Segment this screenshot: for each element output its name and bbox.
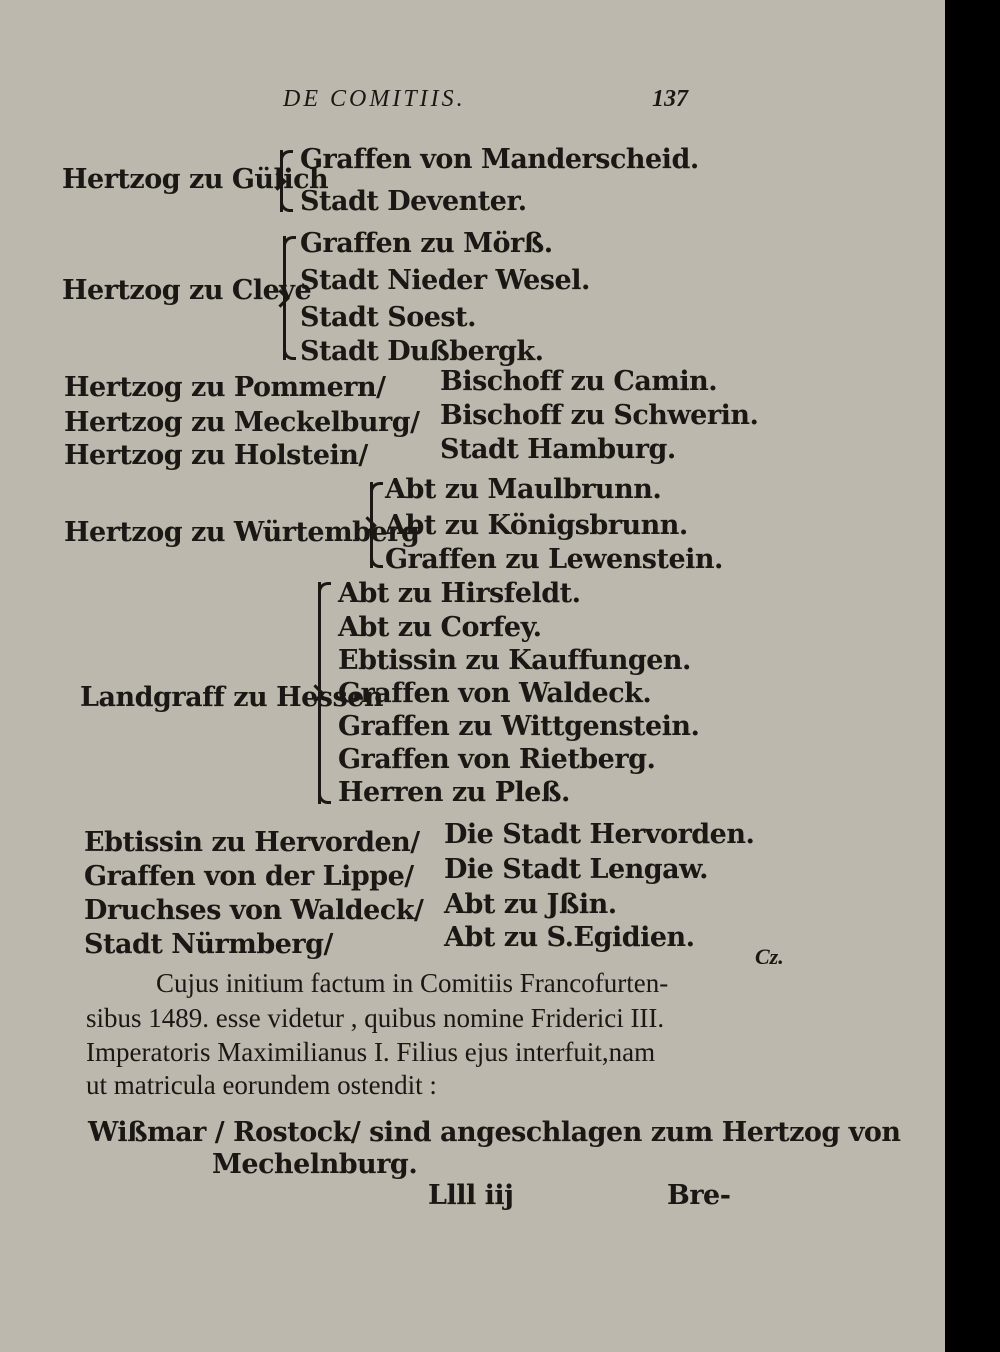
catchword: Bre-: [667, 1180, 731, 1211]
closing-line: Mechelnburg.: [212, 1149, 418, 1180]
margin-note: Cz.: [755, 944, 784, 969]
right-entry: Die Stadt Hervorden.: [444, 819, 755, 850]
paragraph-line: sibus 1489. esse videtur , quibus nomine Friderici III.: [86, 1003, 665, 1033]
member-entry: Graffen von Waldeck.: [338, 678, 652, 709]
right-entry: Stadt Hamburg.: [440, 434, 676, 465]
brace: [370, 482, 373, 568]
lord-label: Hertzog zu Würtemberg: [64, 517, 420, 548]
page-number: 137: [652, 86, 688, 112]
member-entry: Ebtissin zu Kauffungen.: [338, 645, 691, 676]
right-entry: Die Stadt Lengaw.: [444, 854, 709, 885]
left-entry: Hertzog zu Meckelburg/: [64, 407, 420, 438]
running-head: DE COMITIIS.: [283, 86, 466, 112]
left-entry: Hertzog zu Holstein/: [64, 440, 368, 471]
member-entry: Graffen zu Wittgenstein.: [338, 711, 700, 742]
member-entry: Abt zu Hirsfeldt.: [338, 578, 581, 609]
brace: [280, 150, 283, 212]
member-entry: Stadt Deventer.: [300, 186, 527, 217]
signature-mark: Llll iij: [428, 1180, 514, 1211]
member-entry: Herren zu Pleß.: [338, 777, 570, 808]
member-entry: Graffen zu Mörß.: [300, 228, 553, 259]
brace: [318, 582, 321, 804]
lord-label: Hertzog zu Gülich: [62, 164, 329, 195]
member-entry: Abt zu Corfey.: [338, 612, 542, 643]
left-entry: Stadt Nürmberg/: [84, 929, 333, 960]
left-entry: Hertzog zu Pommern/: [64, 372, 386, 403]
member-entry: Graffen zu Lewenstein.: [385, 544, 723, 575]
member-entry: Stadt Soest.: [300, 302, 476, 333]
member-entry: Graffen von Rietberg.: [338, 744, 656, 775]
right-entry: Abt zu Jßin.: [444, 889, 617, 920]
closing-line: Wißmar / Rostock/ sind angeschlagen zum Hertzog von: [88, 1117, 901, 1148]
right-entry: Bischoff zu Camin.: [440, 366, 718, 397]
member-entry: Graffen von Manderscheid.: [300, 144, 699, 175]
lord-label: Landgraff zu Hessen: [80, 682, 383, 713]
left-entry: Ebtissin zu Hervorden/: [84, 827, 420, 858]
member-entry: Abt zu Königsbrunn.: [385, 510, 688, 541]
member-entry: Stadt Dußbergk.: [300, 336, 544, 367]
paragraph-line: Cujus initium factum in Comitiis Francofurten-: [156, 968, 669, 998]
brace: [283, 236, 286, 360]
left-entry: Graffen von der Lippe/: [84, 861, 414, 892]
right-entry: Abt zu S.Egidien.: [444, 922, 695, 953]
right-entry: Bischoff zu Schwerin.: [440, 400, 759, 431]
left-entry: Druchses von Waldeck/: [84, 895, 424, 926]
paragraph-line: ut matricula eorundem ostendit :: [86, 1070, 437, 1100]
paragraph-line: Imperatoris Maximilianus I. Filius ejus interfuit,nam: [86, 1037, 656, 1067]
member-entry: Abt zu Maulbrunn.: [385, 474, 662, 505]
member-entry: Stadt Nieder Wesel.: [300, 265, 590, 296]
lord-label: Hertzog zu Cleve: [62, 275, 312, 306]
